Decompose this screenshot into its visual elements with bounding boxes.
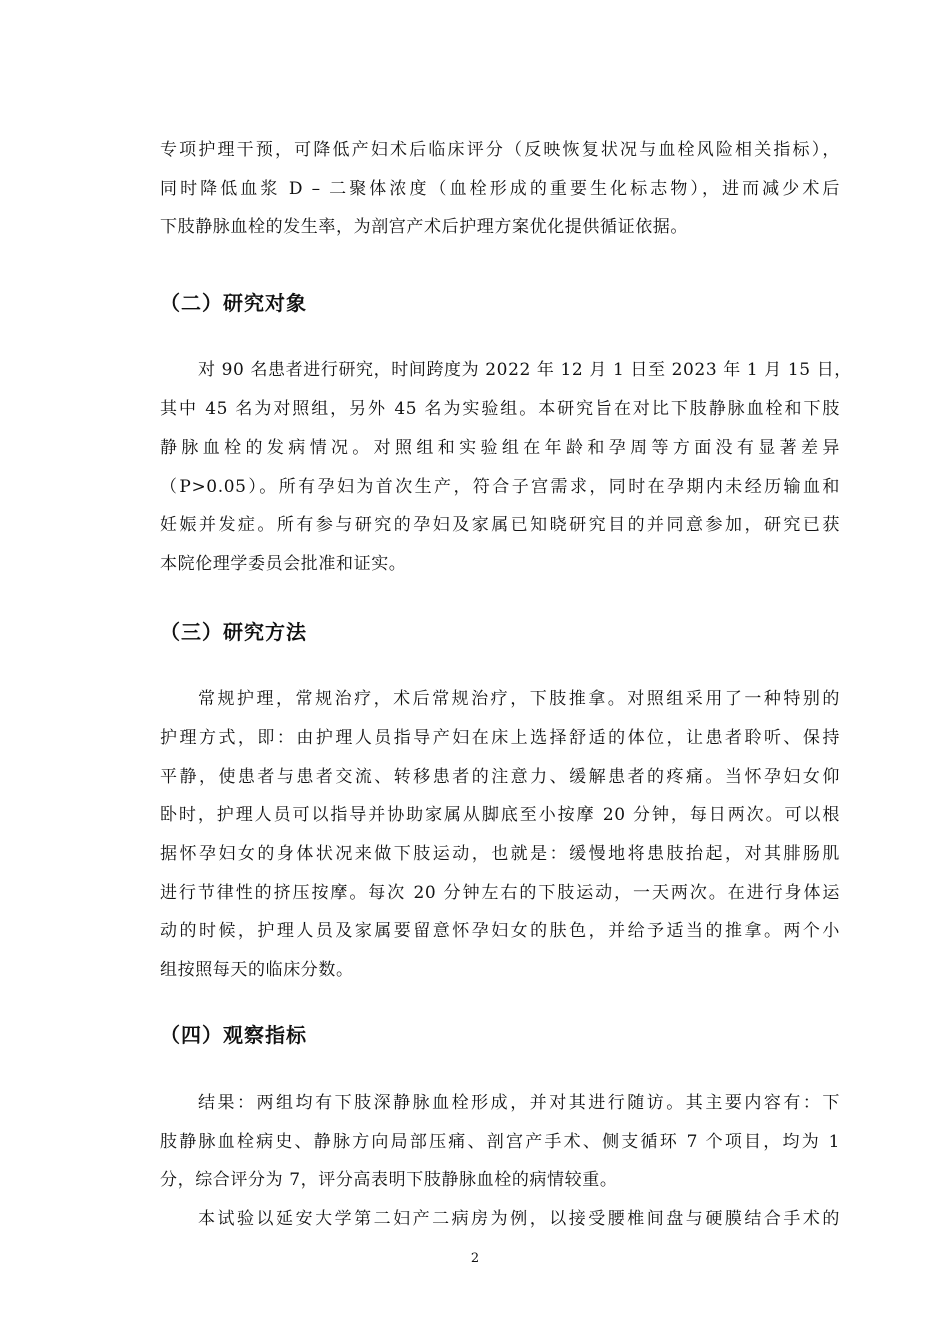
section-heading-research-subjects: （二）研究对象 bbox=[160, 291, 307, 315]
section2-line-4: （P>0.05）。所有孕妇为首次生产，符合子宫需求，同时在孕期内未经历输血和 bbox=[160, 477, 840, 497]
section4-line-4: 本试验以延安大学第二妇产二病房为例，以接受腰椎间盘与硬膜结合手术的 bbox=[198, 1209, 840, 1229]
section-heading-observation-indicators: （四）观察指标 bbox=[160, 1023, 307, 1047]
intro-line-3: 下肢静脉血栓的发生率，为剖宫产术后护理方案优化提供循证依据。 bbox=[160, 217, 688, 237]
section-heading-research-methods: （三）研究方法 bbox=[160, 620, 307, 644]
section3-line-6: 进行节律性的挤压按摩。每次 20 分钟左右的下肢运动，一天两次。在进行身体运 bbox=[160, 883, 840, 903]
section3-line-3: 平静，使患者与患者交流、转移患者的注意力、缓解患者的疼痛。当怀孕妇女仰 bbox=[160, 767, 840, 787]
section4-line-3: 分，综合评分为 7，评分高表明下肢静脉血栓的病情较重。 bbox=[160, 1170, 618, 1190]
section3-line-5: 据怀孕妇女的身体状况来做下肢运动，也就是：缓慢地将患肢抬起，对其腓肠肌 bbox=[160, 844, 840, 864]
intro-line-1: 专项护理干预，可降低产妇术后临床评分（反映恢复状况与血栓风险相关指标）， bbox=[160, 140, 840, 160]
section2-line-1: 对 90 名患者进行研究，时间跨度为 2022 年 12 月 1 日至 2023 年 1 月 15 日， bbox=[198, 360, 852, 380]
section3-line-7: 动的时候，护理人员及家属要留意怀孕妇女的肤色，并给予适当的推拿。两个小 bbox=[160, 921, 840, 941]
section4-line-1: 结果：两组均有下肢深静脉血栓形成，并对其进行随访。其主要内容有：下 bbox=[198, 1093, 840, 1113]
section3-line-2: 护理方式，即：由护理人员指导产妇在床上选择舒适的体位，让患者聆听、保持 bbox=[160, 728, 840, 748]
section3-line-4: 卧时，护理人员可以指导并协助家属从脚底至小按摩 20 分钟，每日两次。可以根 bbox=[160, 805, 840, 825]
page-number: 2 bbox=[470, 1251, 480, 1266]
section3-line-1: 常规护理，常规治疗，术后常规治疗，下肢推拿。对照组采用了一种特别的 bbox=[198, 689, 840, 709]
section3-line-8: 组按照每天的临床分数。 bbox=[160, 960, 354, 980]
section2-line-5: 妊娠并发症。所有参与研究的孕妇及家属已知晓研究目的并同意参加，研究已获 bbox=[160, 515, 840, 535]
section2-line-2: 其中 45 名为对照组，另外 45 名为实验组。本研究旨在对比下肢静脉血栓和下肢 bbox=[160, 399, 840, 419]
section2-line-3: 静脉血栓的发病情况。对照组和实验组在年龄和孕周等方面没有显著差异 bbox=[160, 438, 840, 458]
section2-line-6: 本院伦理学委员会批准和证实。 bbox=[160, 554, 407, 574]
intro-line-2: 同时降低血浆 D – 二聚体浓度（血栓形成的重要生化标志物），进而减少术后 bbox=[160, 179, 840, 199]
section4-line-2: 肢静脉血栓病史、静脉方向局部压痛、剖宫产手术、侧支循环 7 个项目，均为 1 bbox=[160, 1132, 840, 1152]
